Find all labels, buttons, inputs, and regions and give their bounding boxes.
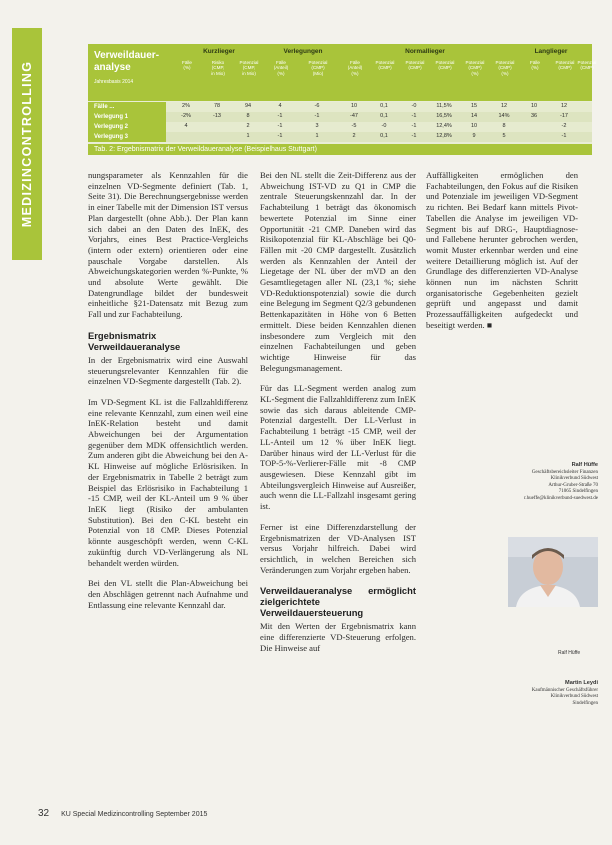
group-header: Verlegungen xyxy=(283,48,323,55)
table-cell: -5 xyxy=(351,123,357,129)
group-header: Normallieger xyxy=(405,48,445,55)
table-cell: 14 xyxy=(470,113,478,119)
table-cell: 2% xyxy=(182,103,190,109)
author-city: 71065 Sindelfingen xyxy=(558,489,598,494)
table-cell: 12,8% xyxy=(436,133,452,139)
row-label: Verlegung 2 xyxy=(88,122,166,132)
table-row xyxy=(88,102,592,112)
table-header xyxy=(88,44,597,101)
column-header: Potenzial (CMP) (%) xyxy=(495,60,515,76)
table-caption: Tab. 2: Ergebnismatrix der Verweildaueranalyse (Beispielhaus Stuttgart) xyxy=(88,144,592,155)
table-cell: 0,1 xyxy=(380,113,388,119)
column-header: Potenzial (CMP) xyxy=(435,60,455,71)
column-header: Fälle (Anteil) (%) xyxy=(347,60,363,76)
paragraph: Auffälligkeiten ermöglichen den Fachabteilungen, den Fokus auf die Risiken und Potenziale im jeweiligen VD-Segment zu richten. Bei Bedarf kann mittels Pivot-Tabellen die Analyse im jeweiligen VD-Segment bis auf DRG-, Hauptdiagnose- und Fallebene herunter gebrochen werden, womit Muster erkennbar werden und eine weitere Detaillierung möglich ist. Auf der Grundlage des differenzierten VD-Analyse können nun im nächsten Schritt organisatorische Gegebenheiten gezielt geprüft und angepasst und damit Prozessauffälligkeiten aufgedeckt und beseitigt werden. ■ xyxy=(426,170,578,330)
section-heading: Ergebnismatrix Verweildaueranalyse xyxy=(88,329,181,352)
table-cell: -47 xyxy=(350,113,358,119)
table-cell: -1 xyxy=(411,123,417,129)
table-cell: 16,5% xyxy=(436,113,452,119)
section-title: MEDIZINCONTROLLING xyxy=(20,60,34,228)
table-cell: 0,1 xyxy=(380,133,388,139)
column-header: Potenzial (CMP) (Mio) xyxy=(308,60,328,76)
column-header: Fälle (%) xyxy=(530,60,540,71)
author-role: Geschäftsbereichsleiter Finanzen xyxy=(531,469,598,475)
table-cell: 10 xyxy=(470,123,478,129)
author-name: Martin Leydi xyxy=(565,680,598,686)
column-header: Potenzial (CMP) xyxy=(555,60,575,71)
table-unit: Jahresbasis 2014 xyxy=(94,79,134,85)
text-column-1 xyxy=(88,170,248,620)
paragraph: Bei den VL stellt die Plan-Abweichung bei den Abschlägen getrennt nach Aufnahme und Entlassung eine relevante Kennzahl dar. xyxy=(88,578,248,610)
table-cell: -17 xyxy=(560,113,568,119)
group-header: Kurzlieger xyxy=(203,48,235,55)
column-header: Potenzial (CMP) xyxy=(405,60,425,71)
paragraph: nungsparameter als Kennzahlen für die einzelnen VD-Segmente definiert (Tab. 1, Seite 31). Die Berechnungsergebnisse werden in einer Tabelle mit der Dimension IST versus Plan dargestellt (ohne Abb.). Der Plan kann sich dabei an den Daten des InEK, des Vorjahrs, eines Best Practice-Vergleichs (intern oder extern) orientieren oder eine pauschale Vorgabe darstellen. Als Abweichungskategorien werden %-Punkte, % und absolute Werte gewählt. Die Datengrundlage bildet der bundesweit einheitliche §21-Datensatz mit Bezug zum Fall und zur Fachabteilung. xyxy=(88,170,248,320)
table-cell: 1 xyxy=(246,133,250,139)
table-cell: -1 xyxy=(314,113,320,119)
section-sidebar xyxy=(12,28,42,260)
table-cell: -1 xyxy=(411,133,417,139)
table-title: Verweildauer-analyse Jahresbasis 2014 xyxy=(94,50,168,88)
paragraph: Für das LL-Segment werden analog zum KL-Segment die Fallzahldifferenz zum InEK sowie das sich daraus ableitende CMP-Potenzial dargestellt. Der LL-Verlust in Fachabteilung 1 beträgt -15 CMP, weil der LL-Anteil um 12 % über InEK liegt. Darüber hinaus wird der LL-Verlust für die TOP-5-%-Verlierer-Fälle mit -8 CMP ausgewiesen. Diese Kennzahl gibt im Abteilungsvergleich Hinweise auf Ausreißer, auch wenn die LL-Fallzahl insgesamt gering ist. xyxy=(260,383,416,512)
table-cell: -0 xyxy=(411,103,417,109)
table-cell: 15 xyxy=(470,103,478,109)
page-number: 32 xyxy=(38,808,50,819)
paragraph: Bei den NL stellt die Zeit-Differenz aus der Abweichung IST-VD zu Q1 in CMP die zentrale Steuerungskennzahl dar. In der Fachabteilung 1 beträgt das ökonomisch bewertete Potenzial im Sinne einer Opportunität -21 CMP. Daneben wird das Risikopotenzial für KL-Abschläge bei Q0-Fällen mit -20 CMP dargestellt. Zusätzlich werden als Kennzahlen der Anteil der Liegetage der NL über der mVD an den Gesamtliegetagen aller NL (23,1 %; siehe VD-Reduktionspotenzial) sowie die durch eine Belegung im Segment Q2/3 gebundenen Bettenkapazitäten in Höhe von 6 Betten ermittelt. Diese beiden Kennzahlen dienen insbesondere zum Vergleich mit den einzelnen Fachabteilungen und geben wichtige Hinweise für das Belegungsmanagement. xyxy=(260,170,416,373)
table-cell: -6 xyxy=(314,103,320,109)
table-cell: 0,1 xyxy=(380,103,388,109)
table-cell: 94 xyxy=(244,103,252,109)
column-header: Potenzial (CMP) xyxy=(577,60,597,71)
table-cell: 11,5% xyxy=(436,103,452,109)
table-cell: 8 xyxy=(246,113,250,119)
table-cell: 2 xyxy=(352,133,356,139)
row-label: Fälle ... xyxy=(88,102,166,112)
row-label: Verlegung 1 xyxy=(88,112,166,122)
section-heading: Verweildaueranalyse ermöglicht zielgerichtete Verweildauersteuerung xyxy=(260,585,416,619)
row-label: Verlegung 3 xyxy=(88,132,166,142)
text-column-2 xyxy=(260,170,416,663)
table-cell: 9 xyxy=(472,133,476,139)
table-row xyxy=(88,132,592,142)
table-cell: 4 xyxy=(278,103,282,109)
table-cell: 8 xyxy=(502,123,506,129)
column-header: Risiko (CMP, in Mio) xyxy=(211,60,225,76)
publication-line: KU Special Medizincontrolling September 2015 xyxy=(61,811,208,818)
column-header: Fälle (Anteil) (%) xyxy=(273,60,289,76)
photo-caption: Ralf Hüffe xyxy=(558,650,581,656)
table-cell: 5 xyxy=(502,133,506,139)
column-header: Potenzial (CMP, in Mio) xyxy=(239,60,259,76)
table-cell: 2 xyxy=(246,123,250,129)
column-header: Potenzial (CMP) xyxy=(375,60,395,71)
table-cell: 12 xyxy=(500,103,508,109)
table-cell: -1 xyxy=(277,123,283,129)
author-role: Kaufmännischer Geschäftsführer xyxy=(531,687,598,693)
result-matrix-table xyxy=(88,44,597,154)
table-cell: 12,4% xyxy=(436,123,452,129)
table-cell: 36 xyxy=(530,113,538,119)
author-org: Klinikverbund Südwest xyxy=(550,694,598,699)
table-cell: 4 xyxy=(184,123,188,129)
page-footer xyxy=(38,808,207,819)
table-cell: -2 xyxy=(561,123,567,129)
table-cell: -1 xyxy=(411,113,417,119)
table-cell: -1 xyxy=(277,113,283,119)
table-cell: -0 xyxy=(381,123,387,129)
table-row xyxy=(88,122,592,132)
table-cell: -2% xyxy=(181,113,191,119)
author-box-2 xyxy=(440,680,598,707)
paragraph: Ferner ist eine Differenzdarstellung der Ergebnismatrizen der VD-Analysen IST versus Vorjahr hilfreich. Dabei wird ersichtlich, in welchen Bereichen sich Veränderungen zum Vorjahr ergeben haben. xyxy=(260,521,416,575)
author-org: Klinikverbund Südwest xyxy=(550,476,598,481)
table-cell: 10 xyxy=(530,103,538,109)
table-cell: -13 xyxy=(213,113,221,119)
table-row xyxy=(88,112,592,122)
author-street: Arthur-Gruber-Straße 70 xyxy=(548,482,598,488)
author-photo xyxy=(508,537,598,607)
text-column-3 xyxy=(426,170,578,341)
column-header: Potenzial (CMP) (%) xyxy=(465,60,485,76)
paragraph: Mit den Werten der Ergebnismatrix kann eine differenzierte VD-Steuerung erfolgen. Die Hinweise auf xyxy=(260,621,416,653)
author-email[interactable]: r.hueffe@klinikverbund-suedwest.de xyxy=(524,495,598,501)
table-cell: 78 xyxy=(213,103,221,109)
table-cell: 10 xyxy=(350,103,358,109)
table-cell: -1 xyxy=(561,133,567,139)
paragraph: In der Ergebnismatrix wird eine Auswahl steuerungsrelevanter Kennzahlen für die einzelnen VD-Segmente dargestellt (Tab. 2). xyxy=(88,354,248,387)
author-city: Sindelfingen xyxy=(572,700,598,706)
table-cell: 12 xyxy=(560,103,568,109)
portrait-image xyxy=(508,537,598,607)
column-header: Fälle (%) xyxy=(182,60,192,71)
table-cell: -1 xyxy=(277,133,283,139)
table-cell: 3 xyxy=(315,123,319,129)
table-cell: 14% xyxy=(498,113,510,119)
table-cell: 1 xyxy=(315,133,319,139)
group-header: Langlieger xyxy=(534,48,568,55)
author-name: Ralf Hüffe xyxy=(571,462,598,468)
paragraph: Im VD-Segment KL ist die Fallzahldifferenz eine relevante Kennzahl, zum einen weil eine InEK-Relation besteht und damit Abweichungen bei der Argumentation gegenüber dem MDK offensichtlich werden. Zum anderen gibt die Abweichung bei den A-KL Hinweise auf mögliche Erlösrisiken. In der Ergebnismatrix in Tabelle 2 beträgt zum Beispiel das Erlösrisiko in Fachabteilung 1 -15 CMP, weil der KL-Anteil um 9 % über InEK liegt (Risiko der ambulanten Substitution). Bei den C-KL besteht ein Potenzial von 18 CMP. Dieses Potenzial könnte ausgeschöpft werden, wenn C-KL zukünftig durch VD-Verlängerung als NL behandelt werden würden. xyxy=(88,396,248,568)
author-box-1 xyxy=(440,462,598,502)
